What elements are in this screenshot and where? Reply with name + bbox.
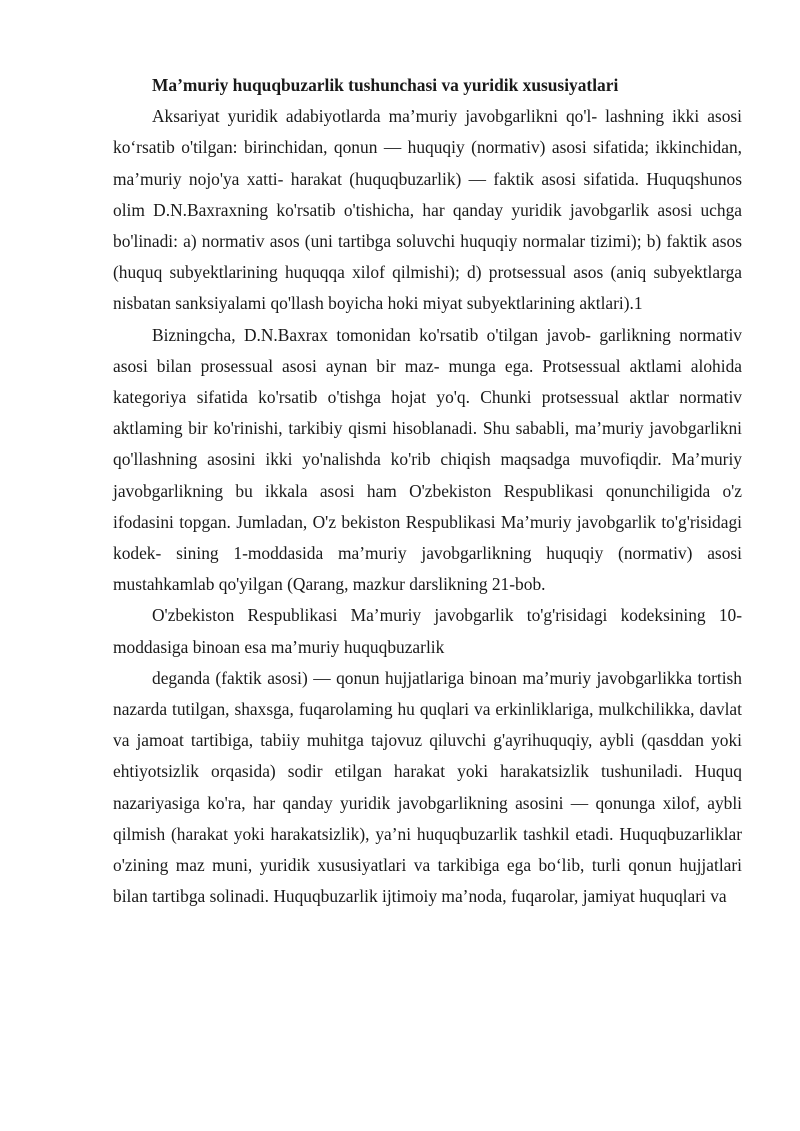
section-heading: Ma’muriy huquqbuzarlik tushunchasi va yuridik xususiyatlari (152, 75, 619, 95)
paragraph-1: Aksariyat yuridik adabiyotlarda ma’muriy javobgarlikni qo'l- lashning ikki asosi ko‘rsatib o'tilgan: birinchidan, qonun — huquqiy (normativ) asosi sifatida; ikkinchidan, ma’muriy nojo'ya xatti- harakat (huquqbuzarlik) — faktik asosi sifatida. Huquqshunos olim D.N.Baxraxning ko'rsatib o'tishicha, har qanday yuridik javobgarlik asosi uchga bo'linadi: a) normativ asos (uni tartibga soluvchi huquqiy normalar tizimi); b) faktik asos (huquq subyektlarining huquqqa xilof qilmishi); d) protsessual asos (aniq subyektlarga nisbatan sanksiyalami qo'llash boyicha hoki miyat subyektlarining aktlari).1 (113, 106, 742, 314)
paragraph-4: deganda (faktik asosi) — qonun hujjatlariga binoan ma’muriy javobgarlikka tortish nazarda tutilgan, shaxsga, fuqarolaming hu quqlari va erkinliklariga, mulkchilikka, davlat va jamoat tartibiga, tabiiy muhitga tajovuz qiluvchi g'ayrihuquqiy, aybli (qasddan yoki ehtiyotsizlik orqasida) sodir etilgan harakat yoki harakatsizlik tushuniladi. Huquq nazariyasiga ko'ra, har qanday yuridik javobgarlikning asosini — qonunga xilof, aybli qilmish (harakat yoki harakatsizlik), ya’ni huquqbuzarlik tashkil etadi. Huquqbuzarliklar o'zining maz muni, yuridik xususiyatlari va tarkibiga ega bo‘lib, turli qonun hujjatlari bilan tartibga solinadi. Huquqbuzarlik ijtimoiy ma’noda, fuqarolar, jamiyat huquqlari va (113, 667, 742, 907)
document-page (113, 70, 742, 912)
paragraph-2: Bizningcha, D.N.Baxrax tomonidan ko'rsatib o'tilgan javob- garlikning normativ asosi bilan prosessual asosi aynan bir maz- munga ega. Protsessual aktlami alohida kategoriya sifatida ko'rsatib o'tishga hojat yo'q. Chunki protsessual aktlar normativ aktlaming bir ko'rinishi, tarkibiy qismi hisoblanadi. Shu sababli, ma’muriy javobgarlikni qo'llashning asosini ikki yo'nalishda ko'rib chiqish maqsadga muvofiqdir. Ma’muriy javobgarlikning bu ikkala asosi ham O'zbekiston Respublikasi qonunchiligida o'z ifodasini topgan. Jumladan, O'z bekiston Respublikasi Ma’muriy javobgarlik to'g'risidagi kodek- sining 1-moddasida ma’muriy javobgarlikning huquqiy (normativ) asosi mustahkamlab qo'yilgan (Qarang, mazkur darslikning 21-bob. (113, 324, 742, 595)
paragraph-3: O'zbekiston Respublikasi Ma’muriy javobgarlik to'g'risidagi kodeksining 10-moddasiga binoan esa ma’muriy huquqbuzarlik (113, 605, 742, 657)
